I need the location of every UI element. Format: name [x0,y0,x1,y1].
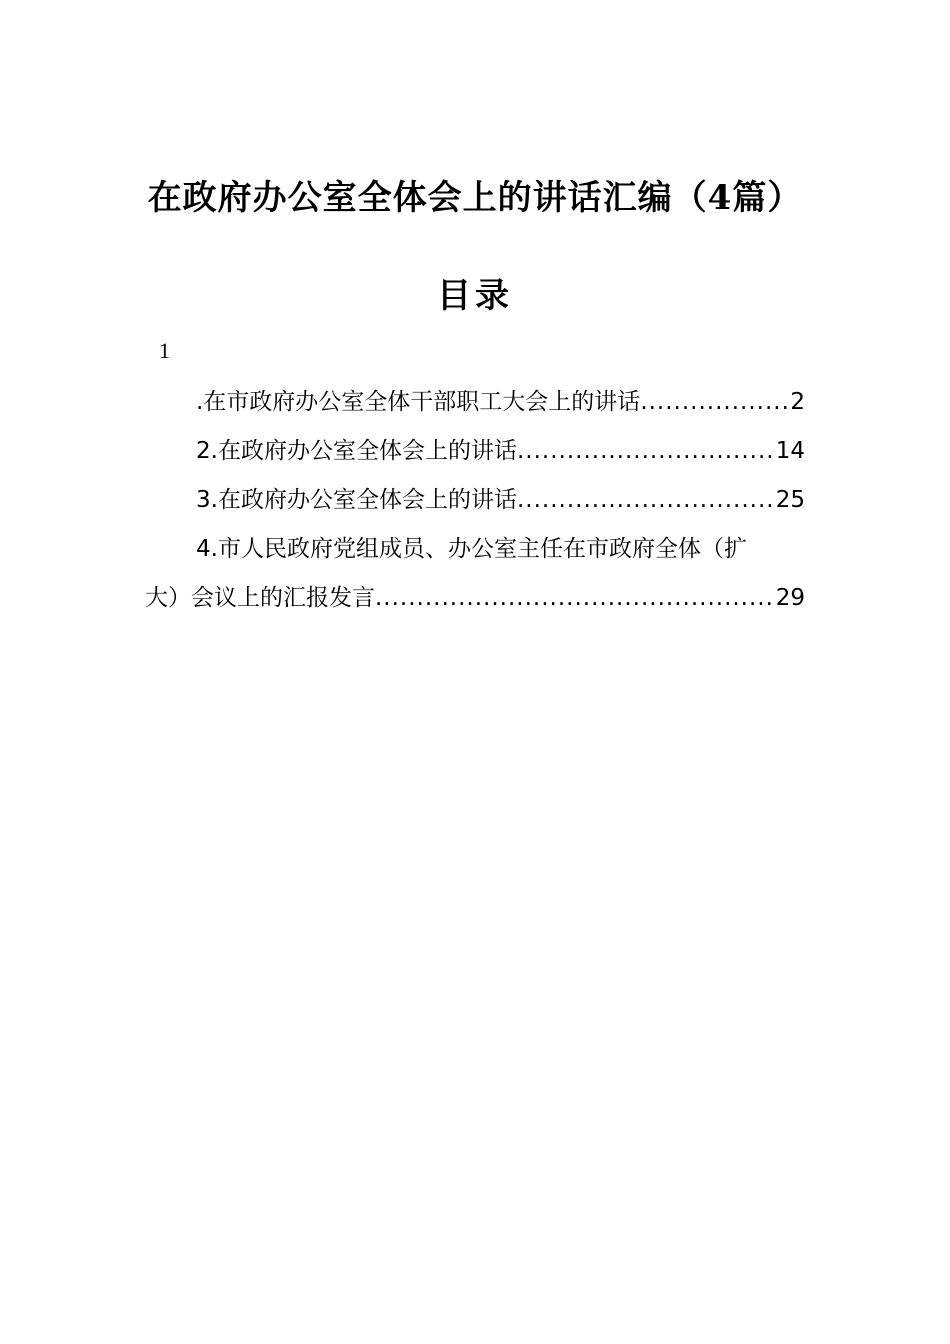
table-of-contents [145,378,805,623]
toc-entry-page: 2 [790,389,805,415]
toc-leader-dots [517,476,776,525]
toc-entry-3[interactable] [145,476,805,525]
toc-entry-title: 4.市人民政府党组成员、办公室主任在市政府全体（扩 [196,536,747,562]
toc-entry-2[interactable] [145,427,805,476]
stray-number: 1 [159,338,170,363]
toc-entry-1[interactable] [145,378,805,427]
toc-leader-dots [640,378,790,427]
toc-entry-4-line-1[interactable] [145,525,805,574]
document-title: 在政府办公室全体会上的讲话汇编（4篇） [147,178,803,218]
toc-entry-page: 25 [775,487,805,513]
toc-entry-page: 29 [775,585,805,611]
toc-leader-dots [375,574,776,623]
toc-heading: 目录 [437,276,513,316]
toc-entry-title-continued: 大）会议上的汇报发言 [145,585,375,611]
toc-entry-page: 14 [775,438,805,464]
toc-entry-4-line-2[interactable] [145,574,805,623]
toc-leader-dots [517,427,776,476]
toc-entry-title: .在市政府办公室全体干部职工大会上的讲话 [196,389,641,415]
toc-entry-title: 3.在政府办公室全体会上的讲话 [196,487,517,513]
toc-entry-title: 2.在政府办公室全体会上的讲话 [196,438,517,464]
